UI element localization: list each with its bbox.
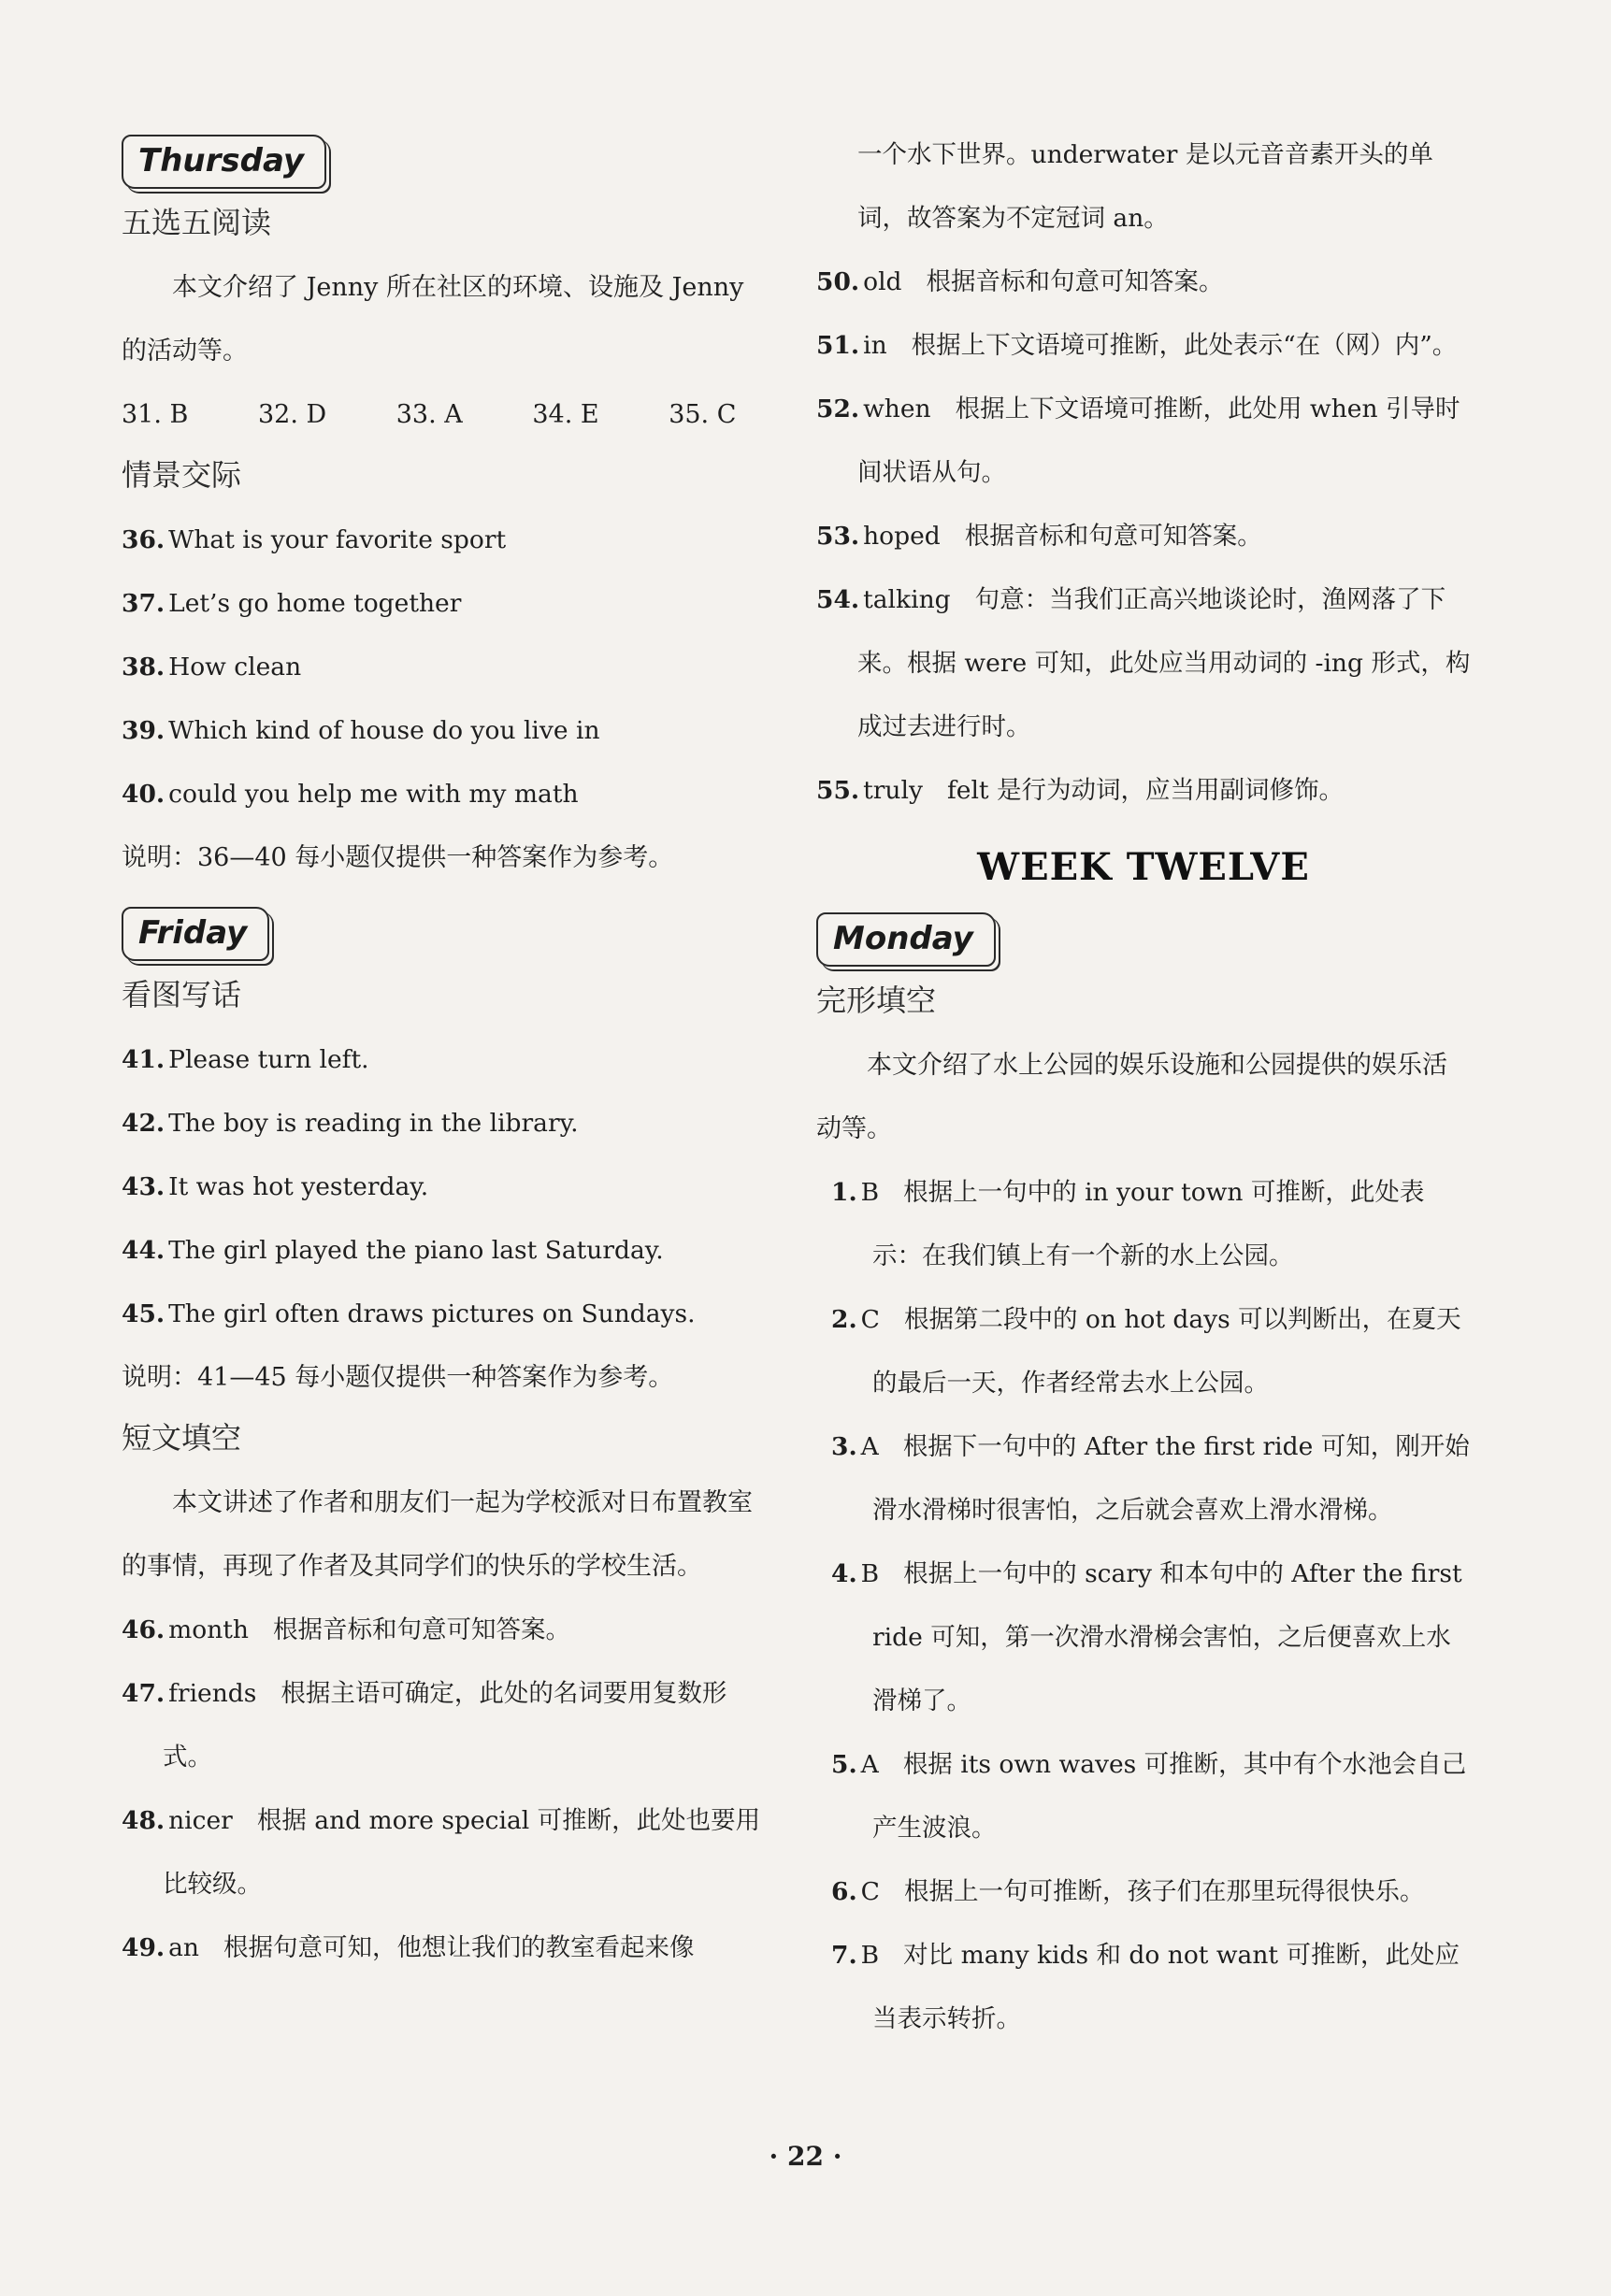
answer-item: 49. an 根据句意可知，他想让我们的教室看起来像 xyxy=(122,1933,695,1962)
note: 说明：36—40 每小题仅提供一种答案作为参考。 xyxy=(122,843,674,872)
answer-34: 34. E xyxy=(532,400,599,429)
answer-item: 48. nicer 根据 and more special 可推断，此处也要用比较级。 xyxy=(122,1806,761,1899)
section-title: 完形填空 xyxy=(816,983,937,1018)
answer-item: 52. when 根据上下文语境可推断，此处用 when 引导时间状语从句。 xyxy=(816,395,1460,487)
answer-line: 40. could you help me with my math xyxy=(122,780,579,809)
answer-33: 33. A xyxy=(396,400,463,429)
answer-line: 41. Please turn left. xyxy=(122,1045,369,1074)
section-title: 情景交际 xyxy=(122,457,242,493)
answer-item: 7. B 对比 many kids 和 do not want 可推断，此处应当表示转折。 xyxy=(831,1941,1460,2033)
answer-31: 31. B xyxy=(122,400,189,429)
passage-summary: 本文讲述了作者和朋友们一起为学校派对日布置教室的事情，再现了作者及其同学们的快乐的学校生活。 xyxy=(122,1488,753,1581)
answer-item: 2. C 根据第二段中的 on hot days 可以判断出，在夏天的最后一天，作者经常去水上公园。 xyxy=(831,1305,1461,1398)
day-heading-friday: Friday xyxy=(122,907,269,961)
answer-35: 35. C xyxy=(669,400,737,429)
answer-item: 50. old 根据音标和句意可知答案。 xyxy=(816,267,1224,296)
answer-32: 32. D xyxy=(257,400,327,429)
answer-line: 38. How clean xyxy=(122,653,302,682)
answer-item: 47. friends 根据主语可确定，此处的名词要用复数形式。 xyxy=(122,1679,727,1772)
answer-item: 3. A 根据下一句中的 After the first ride 可知，刚开始滑水滑梯时很害怕，之后就会喜欢上滑水滑梯。 xyxy=(831,1432,1470,1525)
answer-item: 46. month 根据音标和句意可知答案。 xyxy=(122,1615,570,1644)
right-column xyxy=(816,123,1471,2051)
answer-item: 5. A 根据 its own waves 可推断，其中有个水池会自己产生波浪。 xyxy=(831,1750,1467,1843)
answer-item: 1. B 根据上一句中的 in your town 可推断，此处表示：在我们镇上有一个新的水上公园。 xyxy=(831,1178,1425,1270)
answer-item: 6. C 根据上一句可推断，孩子们在那里玩得很快乐。 xyxy=(831,1877,1425,1906)
choice-answers xyxy=(122,383,767,447)
answer-line: 45. The girl often draws pictures on Sundays. xyxy=(122,1299,696,1328)
left-column xyxy=(122,122,767,1980)
answer-line: 36. What is your favorite sport xyxy=(122,525,507,554)
note: 说明：41—45 每小题仅提供一种答案作为参考。 xyxy=(122,1363,674,1392)
answer-item: 4. B 根据上一句中的 scary 和本句中的 After the first ride 可知，第一次滑水滑梯会害怕，之后便喜欢上水滑梯了。 xyxy=(831,1559,1462,1715)
answer-item: 51. in 根据上下文语境可推断，此处表示“在（网）内”。 xyxy=(816,331,1458,360)
section-title: 短文填空 xyxy=(122,1420,242,1456)
answer-line: 44. The girl played the piano last Saturday. xyxy=(122,1236,664,1265)
page-number: · 22 · xyxy=(769,2141,842,2172)
day-heading-monday: Monday xyxy=(816,912,996,967)
day-heading-thursday: Thursday xyxy=(122,135,326,189)
answer-line: 37. Let’s go home together xyxy=(122,589,462,618)
week-heading: WEEK TWELVE xyxy=(977,845,1310,889)
answer-item: 53. hoped 根据音标和句意可知答案。 xyxy=(816,522,1262,551)
section-title: 五选五阅读 xyxy=(122,205,272,240)
answer-line: 42. The boy is reading in the library. xyxy=(122,1109,579,1138)
answer-line: 43. It was hot yesterday. xyxy=(122,1172,429,1201)
answer-line: 39. Which kind of house do you live in xyxy=(122,716,600,745)
answer-item: 54. talking 句意：当我们正高兴地谈论时，渔网落了下来。根据 were 可知，此处应当用动词的 -ing 形式，构成过去进行时。 xyxy=(816,585,1471,741)
answer-item: 55. truly felt 是行为动词，应当用副词修饰。 xyxy=(816,776,1344,805)
passage-summary: 本文介绍了 Jenny 所在社区的环境、设施及 Jenny 的活动等。 xyxy=(122,273,744,366)
passage-summary: 本文介绍了水上公园的娱乐设施和公园提供的娱乐活动等。 xyxy=(816,1051,1447,1143)
section-title: 看图写话 xyxy=(122,977,242,1012)
answer-continuation: 一个水下世界。underwater 是以元音音素开头的单词，故答案为不定冠词 an。 xyxy=(857,140,1433,233)
